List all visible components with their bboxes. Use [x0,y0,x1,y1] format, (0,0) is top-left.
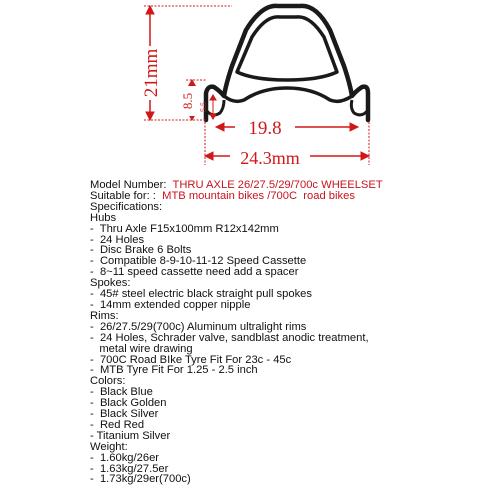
rim-inner-wall [237,17,337,80]
suitable-for-label: Suitable for: : [90,189,156,202]
outer-width-label: 24.3mm [240,148,300,168]
hubs-item: - Thru Axle F15x100mm R12x142mm [90,222,279,235]
inner-height-arrow-top [188,80,196,87]
inner-width-arrow-left [216,123,224,131]
spokes-heading: Spokes: [90,277,131,290]
spokes-item: - 14mm extended copper nipple [90,298,251,311]
rim-hook-right [351,100,368,115]
rim-bead-seat [224,88,352,101]
outer-width-arrow-right [361,152,369,160]
weight-item: - 1.73kg/29er(700c) [90,473,191,486]
height-arrow-bottom [146,112,154,120]
height-label: 21mm [141,48,162,98]
rims-heading: Rims: [90,309,119,322]
rims-item: - 700C Road BIke Tyre Fit For 23c - 45c [90,353,292,366]
inner-width-arrow-right [350,123,358,131]
specifications-block [90,180,495,485]
hubs-item: - Disc Brake 6 Bolts [90,244,192,257]
small-arrow-bottom [210,114,216,119]
colors-item: - Red Red [90,418,145,431]
rim-profile-diagram [0,0,500,180]
inner-height-label: 8.5 [180,92,195,110]
spokes-item: - 45# steel electric black straight pull spokes [90,288,312,301]
colors-item: - Black Golden [90,397,167,410]
model-number-label: Model Number: [90,179,167,191]
rims-item: - 26/27.5/29(700c) Aluminum ultralight rims [90,320,307,333]
hubs-item: - 24 Holes [90,233,145,246]
height-arrow-top [146,6,154,14]
rim-hook-left [206,100,224,115]
inner-width-label: 19.8 [248,118,282,139]
small-label: 5.5 [199,102,208,112]
colors-item: - Titanium Silver [90,429,171,442]
model-number-value: THRU AXLE 26/27.5/29/700c WHEELSET [172,179,383,191]
specifications-heading: Specifications: [90,200,163,213]
hubs-heading: Hubs [90,211,117,224]
rim-outer-wall [206,6,368,120]
rims-item: - 24 Holes, Schrader valve, sandblast anodic treatment, [90,331,369,344]
rims-item: - MTB Tyre Fit For 1.25 - 2.5 inch [90,364,258,377]
small-arrow-top [210,95,216,100]
colors-heading: Colors: [90,375,126,388]
colors-item: - Black Blue [90,386,153,399]
hubs-item: - Compatible 8-9-10-11-12 Speed Cassette [90,255,307,268]
rims-item: metal wire drawing [90,342,193,355]
rim-profile [206,6,368,120]
weight-item: - 1.63kg/27.5er [90,462,169,475]
hubs-item: - 8~11 speed cassette need add a spacer [90,266,299,279]
suitable-for-value: MTB mountain bikes /700C road bikes [162,189,355,202]
weight-item: - 1.60kg/26er [90,451,160,464]
weight-heading: Weight: [90,440,128,453]
outer-width-arrow-left [205,152,213,160]
colors-item: - Black Silver [90,408,159,421]
